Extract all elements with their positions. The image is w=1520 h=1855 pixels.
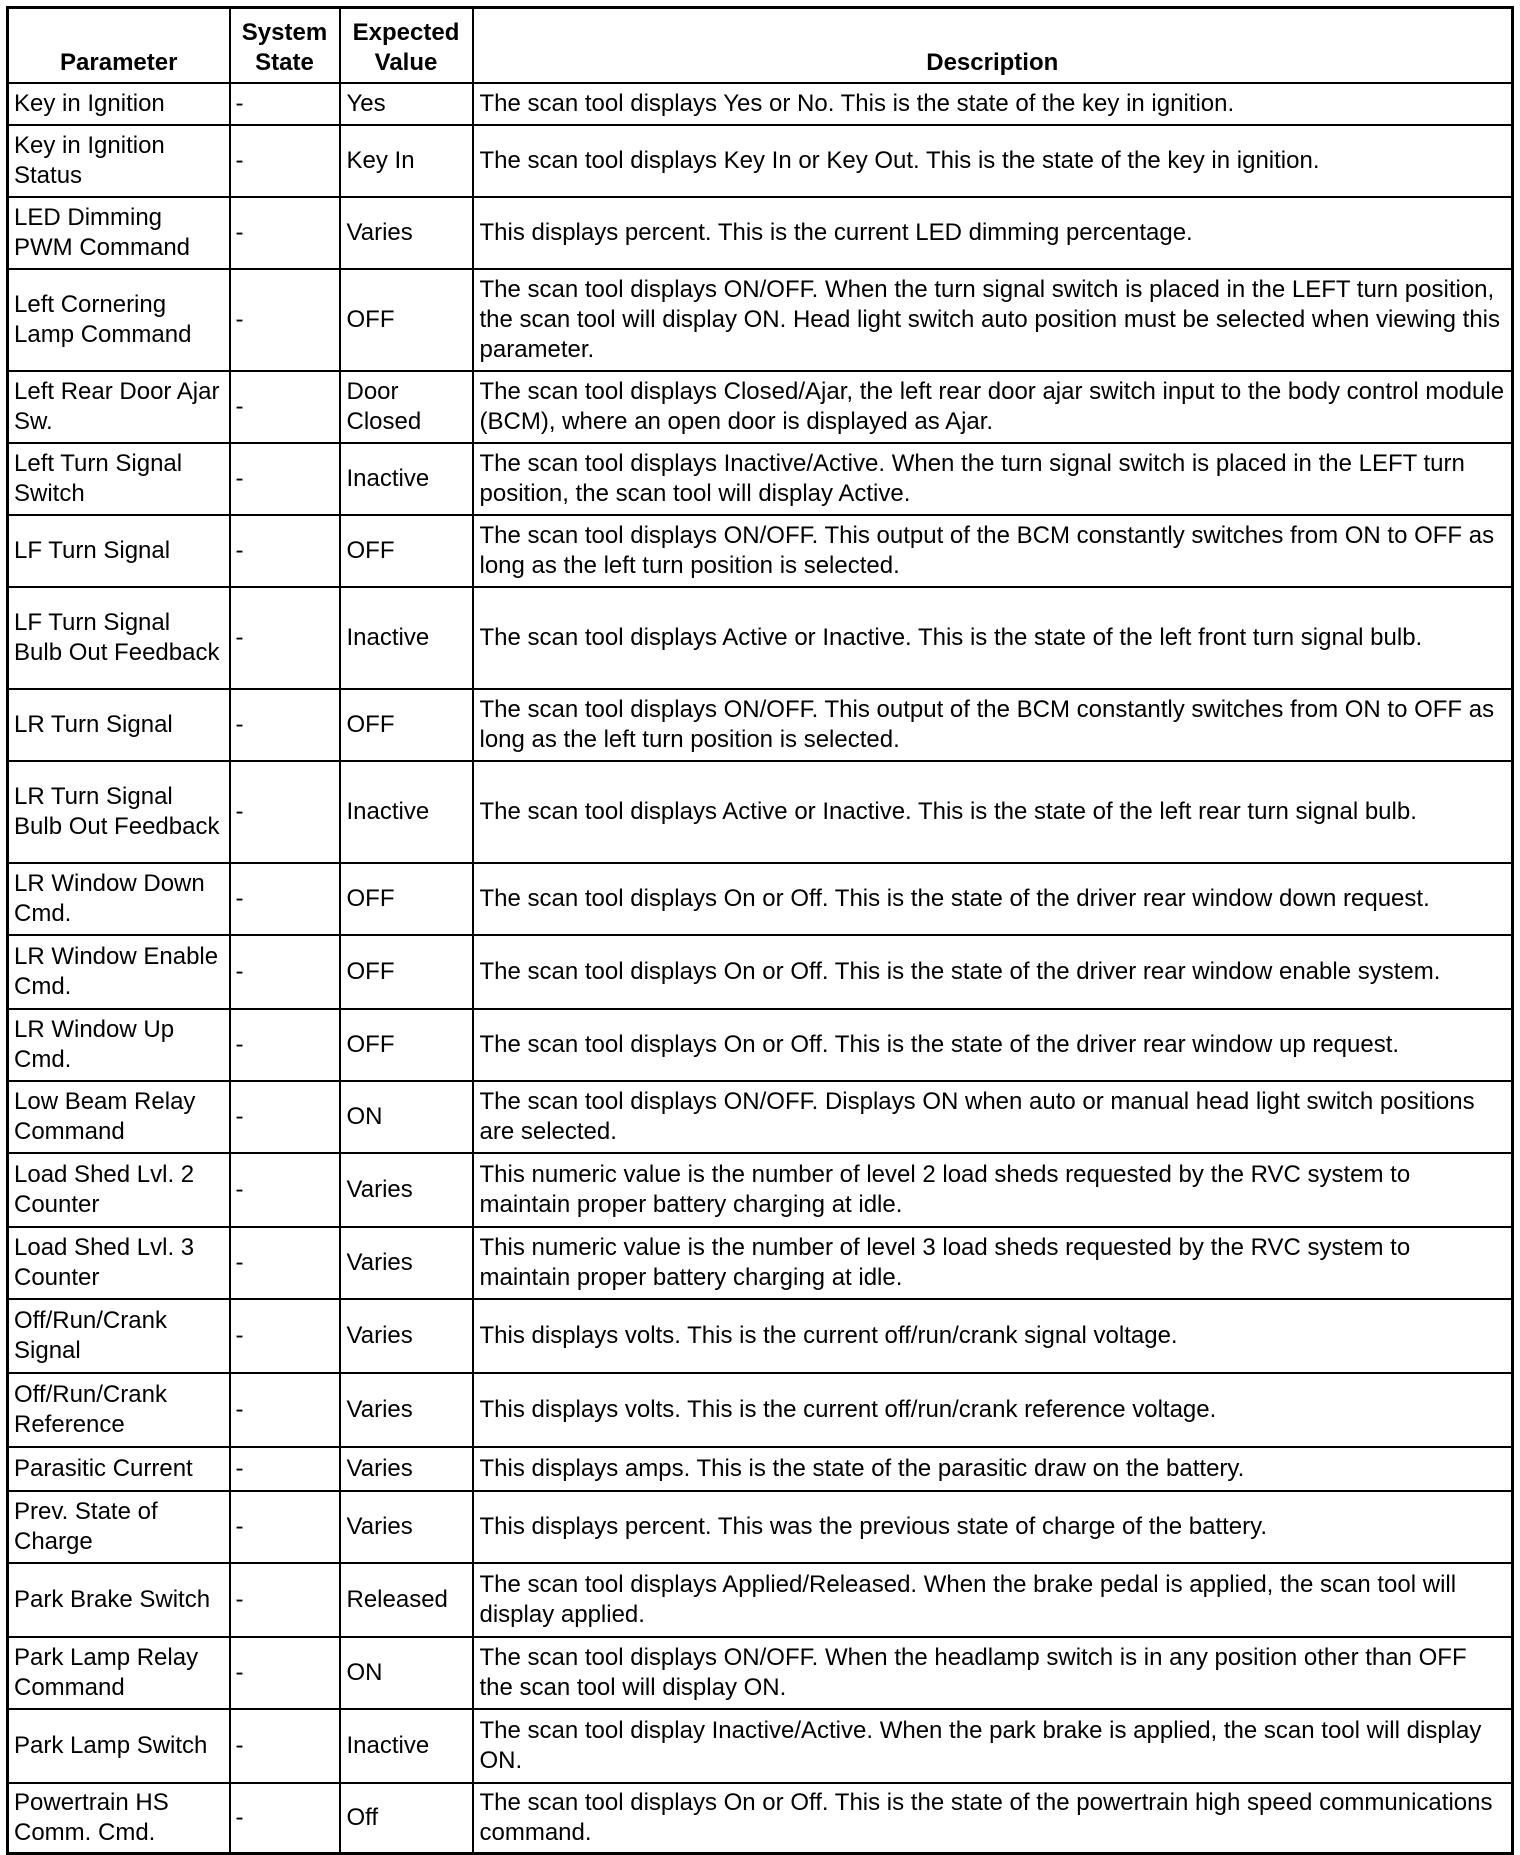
- system-state-cell: -: [230, 1637, 340, 1709]
- table-row: [8, 587, 1513, 689]
- expected-value-cell: OFF: [340, 269, 473, 371]
- parameter-cell: Low Beam Relay Command: [8, 1081, 230, 1153]
- expected-value-cell: Varies: [340, 1153, 473, 1227]
- header-description: Description: [473, 8, 1513, 83]
- parameter-cell: Powertrain HS Comm. Cmd.: [8, 1783, 230, 1854]
- system-state-cell: -: [230, 587, 340, 689]
- expected-value-cell: OFF: [340, 1009, 473, 1081]
- expected-value-cell: Door Closed: [340, 371, 473, 443]
- system-state-cell: -: [230, 125, 340, 197]
- table-row: [8, 371, 1513, 443]
- expected-value-cell: Varies: [340, 197, 473, 269]
- system-state-cell: -: [230, 1447, 340, 1491]
- expected-value-cell: Varies: [340, 1491, 473, 1563]
- table-row: [8, 1563, 1513, 1637]
- description-cell: The scan tool displays Key In or Key Out. This is the state of the key in ignition.: [473, 125, 1513, 197]
- description-cell: The scan tool displays ON/OFF. When the headlamp switch is in any position other than OFF the scan tool will display ON.: [473, 1637, 1513, 1709]
- parameter-cell: Prev. State of Charge: [8, 1491, 230, 1563]
- description-cell: The scan tool displays Applied/Released. When the brake pedal is applied, the scan tool will display applied.: [473, 1563, 1513, 1637]
- parameter-cell: Key in Ignition Status: [8, 125, 230, 197]
- parameter-cell: Parasitic Current: [8, 1447, 230, 1491]
- table-row: [8, 1783, 1513, 1854]
- parameter-cell: Left Cornering Lamp Command: [8, 269, 230, 371]
- description-cell: The scan tool displays On or Off. This is the state of the driver rear window up request.: [473, 1009, 1513, 1081]
- header-system-state: System State: [230, 8, 340, 83]
- system-state-cell: -: [230, 761, 340, 863]
- system-state-cell: -: [230, 863, 340, 935]
- description-cell: The scan tool displays ON/OFF. This output of the BCM constantly switches from ON to OFF as long as the left turn position is selected.: [473, 515, 1513, 587]
- table-row: [8, 1709, 1513, 1783]
- parameter-cell: LR Turn Signal Bulb Out Feedback: [8, 761, 230, 863]
- parameter-cell: LF Turn Signal: [8, 515, 230, 587]
- system-state-cell: -: [230, 1299, 340, 1373]
- parameter-cell: Park Lamp Relay Command: [8, 1637, 230, 1709]
- description-cell: The scan tool displays Inactive/Active. When the turn signal switch is placed in the LEFT turn position, the scan tool will display Active.: [473, 443, 1513, 515]
- parameter-cell: Key in Ignition: [8, 83, 230, 125]
- description-cell: The scan tool displays ON/OFF. Displays ON when auto or manual head light switch positions are selected.: [473, 1081, 1513, 1153]
- description-cell: The scan tool displays On or Off. This is the state of the driver rear window enable system.: [473, 935, 1513, 1009]
- expected-value-cell: Inactive: [340, 761, 473, 863]
- description-cell: This numeric value is the number of level 2 load sheds requested by the RVC system to maintain proper battery charging at idle.: [473, 1153, 1513, 1227]
- description-cell: The scan tool displays Active or Inactive. This is the state of the left rear turn signal bulb.: [473, 761, 1513, 863]
- system-state-cell: -: [230, 197, 340, 269]
- table-row: [8, 197, 1513, 269]
- table-body: [8, 83, 1513, 1854]
- table-row: [8, 935, 1513, 1009]
- expected-value-cell: Off: [340, 1783, 473, 1854]
- table-row: [8, 443, 1513, 515]
- description-cell: This displays amps. This is the state of the parasitic draw on the battery.: [473, 1447, 1513, 1491]
- expected-value-cell: Inactive: [340, 443, 473, 515]
- parameter-cell: LR Window Down Cmd.: [8, 863, 230, 935]
- table-row: [8, 515, 1513, 587]
- expected-value-cell: Yes: [340, 83, 473, 125]
- system-state-cell: -: [230, 1081, 340, 1153]
- description-cell: This displays volts. This is the current off/run/crank reference voltage.: [473, 1373, 1513, 1447]
- parameter-table: [6, 6, 1514, 1855]
- expected-value-cell: ON: [340, 1637, 473, 1709]
- parameter-cell: LR Window Up Cmd.: [8, 1009, 230, 1081]
- table-row: [8, 83, 1513, 125]
- system-state-cell: -: [230, 1709, 340, 1783]
- table-row: [8, 689, 1513, 761]
- parameter-cell: LR Turn Signal: [8, 689, 230, 761]
- table-row: [8, 125, 1513, 197]
- expected-value-cell: OFF: [340, 863, 473, 935]
- parameter-cell: Off/Run/Crank Signal: [8, 1299, 230, 1373]
- table-row: [8, 1373, 1513, 1447]
- expected-value-cell: Inactive: [340, 587, 473, 689]
- system-state-cell: -: [230, 1563, 340, 1637]
- description-cell: The scan tool displays Yes or No. This is the state of the key in ignition.: [473, 83, 1513, 125]
- description-cell: The scan tool display Inactive/Active. When the park brake is applied, the scan tool will display ON.: [473, 1709, 1513, 1783]
- table-row: [8, 761, 1513, 863]
- parameter-cell: Left Rear Door Ajar Sw.: [8, 371, 230, 443]
- description-cell: This displays percent. This was the previous state of charge of the battery.: [473, 1491, 1513, 1563]
- parameter-cell: LED Dimming PWM Command: [8, 197, 230, 269]
- header-row: [8, 8, 1513, 83]
- system-state-cell: -: [230, 1009, 340, 1081]
- table-row: [8, 1153, 1513, 1227]
- parameter-cell: Park Lamp Switch: [8, 1709, 230, 1783]
- expected-value-cell: Key In: [340, 125, 473, 197]
- header-expected-value: Expected Value: [340, 8, 473, 83]
- expected-value-cell: Inactive: [340, 1709, 473, 1783]
- table-row: [8, 1447, 1513, 1491]
- parameter-cell: Park Brake Switch: [8, 1563, 230, 1637]
- system-state-cell: -: [230, 689, 340, 761]
- expected-value-cell: Varies: [340, 1299, 473, 1373]
- description-cell: This displays volts. This is the current off/run/crank signal voltage.: [473, 1299, 1513, 1373]
- parameter-cell: Left Turn Signal Switch: [8, 443, 230, 515]
- parameter-cell: Load Shed Lvl. 2 Counter: [8, 1153, 230, 1227]
- table-row: [8, 269, 1513, 371]
- system-state-cell: -: [230, 515, 340, 587]
- system-state-cell: -: [230, 269, 340, 371]
- system-state-cell: -: [230, 1153, 340, 1227]
- description-cell: The scan tool displays On or Off. This is the state of the powertrain high speed communications command.: [473, 1783, 1513, 1854]
- parameter-cell: Off/Run/Crank Reference: [8, 1373, 230, 1447]
- expected-value-cell: OFF: [340, 515, 473, 587]
- table-row: [8, 1299, 1513, 1373]
- description-cell: The scan tool displays On or Off. This is the state of the driver rear window down request.: [473, 863, 1513, 935]
- system-state-cell: -: [230, 83, 340, 125]
- table-row: [8, 1009, 1513, 1081]
- description-cell: This displays percent. This is the current LED dimming percentage.: [473, 197, 1513, 269]
- system-state-cell: -: [230, 1227, 340, 1299]
- system-state-cell: -: [230, 443, 340, 515]
- expected-value-cell: OFF: [340, 935, 473, 1009]
- table-row: [8, 1637, 1513, 1709]
- description-cell: The scan tool displays ON/OFF. This output of the BCM constantly switches from ON to OFF as long as the left turn position is selected.: [473, 689, 1513, 761]
- system-state-cell: -: [230, 1373, 340, 1447]
- parameter-cell: LF Turn Signal Bulb Out Feedback: [8, 587, 230, 689]
- expected-value-cell: Released: [340, 1563, 473, 1637]
- parameter-cell: Load Shed Lvl. 3 Counter: [8, 1227, 230, 1299]
- table-row: [8, 1227, 1513, 1299]
- expected-value-cell: OFF: [340, 689, 473, 761]
- expected-value-cell: Varies: [340, 1373, 473, 1447]
- expected-value-cell: Varies: [340, 1227, 473, 1299]
- description-cell: The scan tool displays ON/OFF. When the turn signal switch is placed in the LEFT turn position, the scan tool will display ON. Head light switch auto position must be selected when viewing this parameter.: [473, 269, 1513, 371]
- system-state-cell: -: [230, 935, 340, 1009]
- system-state-cell: -: [230, 371, 340, 443]
- expected-value-cell: Varies: [340, 1447, 473, 1491]
- description-cell: The scan tool displays Active or Inactive. This is the state of the left front turn signal bulb.: [473, 587, 1513, 689]
- expected-value-cell: ON: [340, 1081, 473, 1153]
- system-state-cell: -: [230, 1491, 340, 1563]
- description-cell: This numeric value is the number of level 3 load sheds requested by the RVC system to maintain proper battery charging at idle.: [473, 1227, 1513, 1299]
- description-cell: The scan tool displays Closed/Ajar, the left rear door ajar switch input to the body control module (BCM), where an open door is displayed as Ajar.: [473, 371, 1513, 443]
- table-row: [8, 1081, 1513, 1153]
- table-row: [8, 863, 1513, 935]
- table-row: [8, 1491, 1513, 1563]
- header-parameter: Parameter: [8, 8, 230, 83]
- parameter-cell: LR Window Enable Cmd.: [8, 935, 230, 1009]
- system-state-cell: -: [230, 1783, 340, 1854]
